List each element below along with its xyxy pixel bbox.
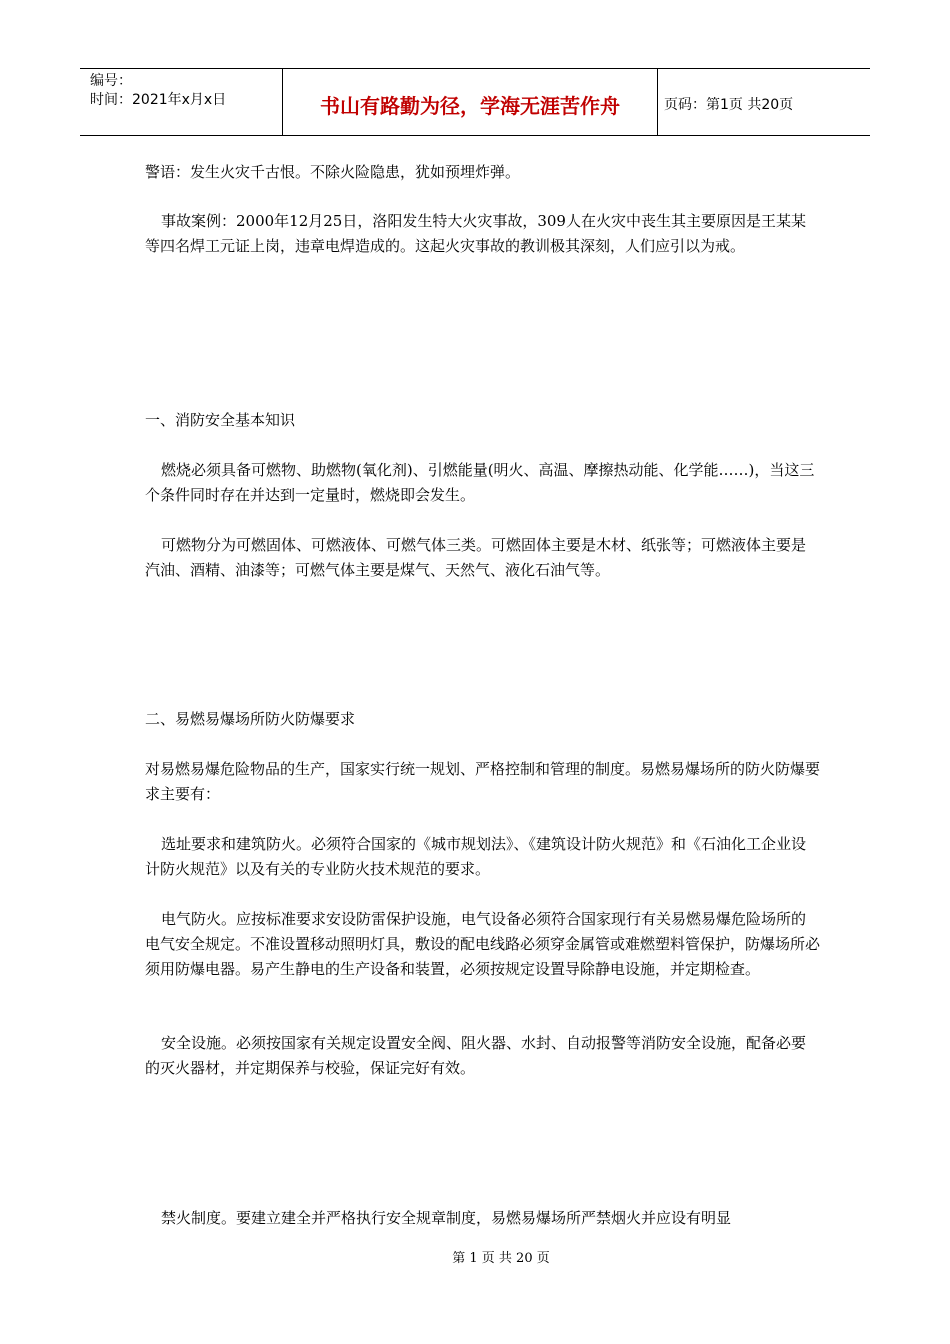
document-number-label: 编号： [90, 73, 132, 89]
header-meta [80, 69, 282, 135]
section-2-paragraph-2: 电气防火。应按标准要求安设防雷保护设施，电气设备必须符合国家现行有关易燃易爆危险场所的电气安全规定。不准设置移动照明灯具，敷设的配电线路必须穿金属管或难燃塑料管保护，防爆场所必须用防爆电器。易产生静电的生产设备和装置，必须按规定设置导除静电设施，并定期检查。 [145, 910, 821, 978]
section-2-paragraph-3: 安全设施。必须按国家有关规定设置安全阀、阻火器、水封、自动报警等消防安全设施，配备必要的灭火器材，并定期保养与校验，保证完好有效。 [145, 1034, 807, 1077]
section-1-paragraph-2: 可燃物分为可燃固体、可燃液体、可燃气体三类。可燃固体主要是木材、纸张等；可燃液体主要是汽油、酒精、油漆等；可燃气体主要是煤气、天然气、液化石油气等。 [145, 536, 807, 579]
section-2-title: 二、易燃易爆场所防火防爆要求 [145, 710, 356, 728]
header-motto: 书山有路勤为径，学海无涯苦作舟 [282, 69, 658, 135]
section-1-title: 一、消防安全基本知识 [145, 411, 296, 429]
page-footer: 第 1 页 共 20 页 [452, 1251, 550, 1266]
warning-paragraph: 警语：发生火灾千古恨。不除火险隐患，犹如预埋炸弹。 [145, 163, 521, 181]
section-1-paragraph-1: 燃烧必须具备可燃物、助燃物(氧化剂)、引燃能量(明火、高温、摩擦热动能、化学能……)，当这三个条件同时存在并达到一定量时，燃烧即会发生。 [145, 461, 815, 504]
section-2-paragraph-1: 选址要求和建筑防火。必须符合国家的《城市规划法》、《建筑设计防火规范》和《石油化工企业设计防火规范》以及有关的专业防火技术规范的要求。 [145, 835, 807, 878]
section-2-paragraph-4: 禁火制度。要建立建全并严格执行安全规章制度，易燃易爆场所严禁烟火并应设有明显 [161, 1209, 732, 1227]
header-page-info: 页码：第1页 共20页 [664, 97, 794, 113]
section-2-intro: 对易燃易爆危险物品的生产，国家实行统一规划、严格控制和管理的制度。易燃易爆场所的防火防爆要求主要有： [145, 760, 821, 803]
case-paragraph: 事故案例：2000年12月25日，洛阳发生特大火灾事故，309人在火灾中丧生其主要原因是王某某等四名焊工元证上岗，违章电焊造成的。这起火灾事故的教训极其深刻，人们应引以为戒。 [145, 212, 806, 255]
document-header [80, 68, 870, 136]
document-date: 时间：2021年x月x日 [90, 92, 227, 108]
